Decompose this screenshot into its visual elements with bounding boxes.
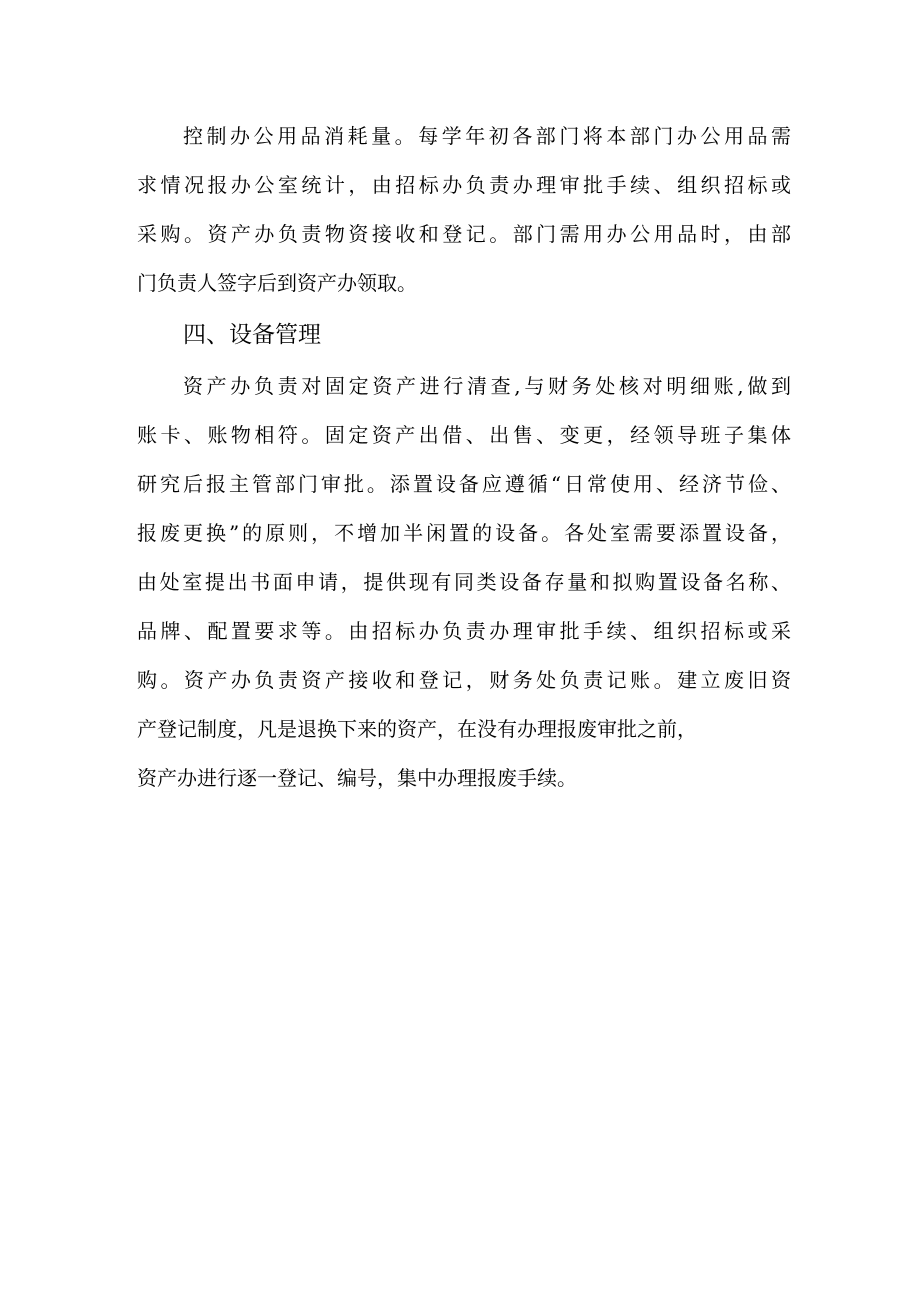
paragraph-line: 产登记制度，凡是退换下来的资产，在没有办理报废审批之前， bbox=[137, 717, 697, 741]
paragraph-line: 门负责人签字后到资产办领取。 bbox=[137, 271, 417, 295]
paragraph-line: 控制办公用品消耗量。每学年初各部门将本部门办公用品需 bbox=[183, 124, 791, 148]
paragraph-line: 采购。资产办负责物资接收和登记。部门需用办公用品时，由部 bbox=[137, 222, 791, 246]
paragraph-line: 研究后报主管部门审批。添置设备应遵循“日常使用、经济节俭、 bbox=[137, 472, 791, 496]
paragraph-office-supplies bbox=[137, 112, 791, 308]
paragraph-line: 资产办负责对固定资产进行清查,与财务处核对明细账,做到 bbox=[183, 374, 791, 398]
paragraph-line: 品牌、配置要求等。由招标办负责办理审批手续、组织招标或采 bbox=[137, 619, 791, 643]
section-heading-equipment-management: 四、设备管理 bbox=[183, 322, 321, 348]
paragraph-line: 由处室提出书面申请，提供现有同类设备存量和拟购置设备名称、 bbox=[137, 570, 791, 594]
paragraph-line: 账卡、账物相符。固定资产出借、出售、变更，经领导班子集体 bbox=[137, 423, 791, 447]
paragraph-line: 购。资产办负责资产接收和登记，财务处负责记账。建立废旧资 bbox=[137, 668, 791, 692]
document-body bbox=[137, 112, 791, 803]
paragraph-line: 资产办进行逐一登记、编号，集中办理报废手续。 bbox=[137, 766, 577, 790]
paragraph-equipment-management bbox=[137, 362, 791, 803]
paragraph-line: 报废更换”的原则，不增加半闲置的设备。各处室需要添置设备， bbox=[137, 521, 791, 545]
paragraph-line: 求情况报办公室统计，由招标办负责办理审批手续、组织招标或 bbox=[137, 173, 791, 197]
